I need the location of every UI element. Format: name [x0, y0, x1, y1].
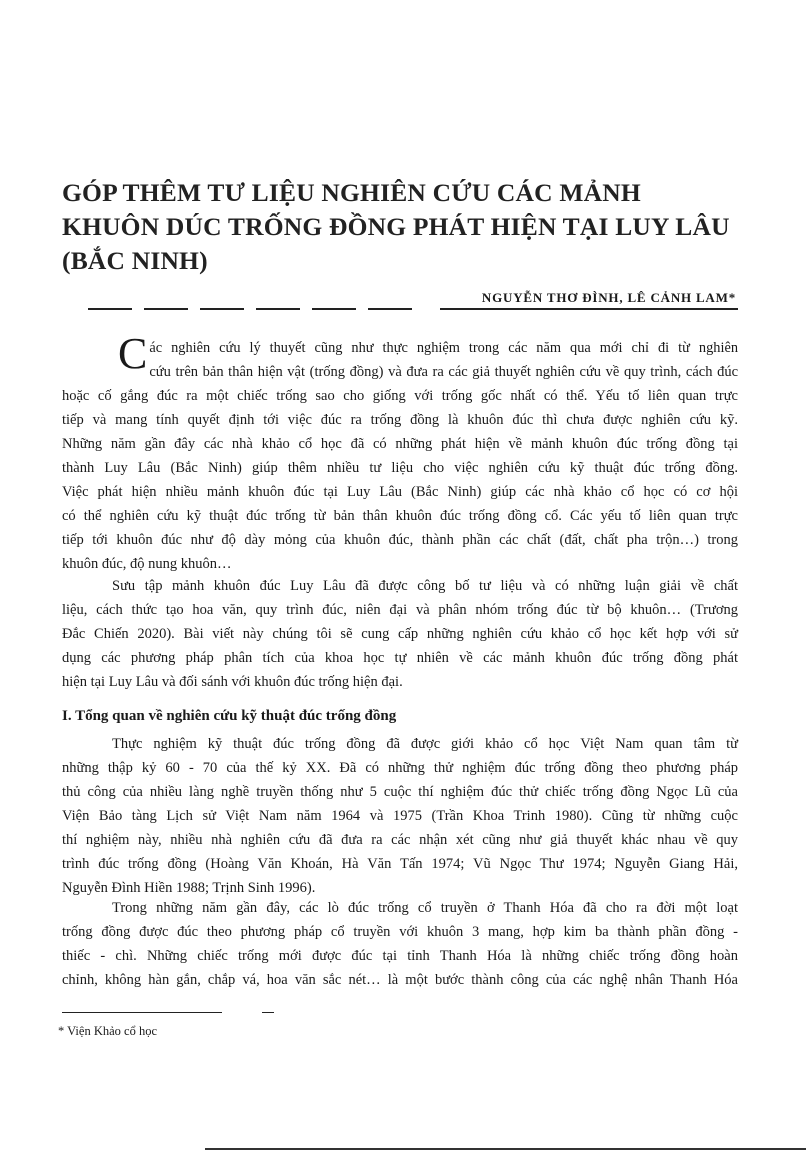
- text-line: tiếp và mang tính quyết định tới việc đúc ra trống đồng là khuôn đúc thì chưa được nghiên cứu kỹ.: [62, 412, 738, 428]
- footnote: * Viện Khảo cổ học: [58, 1024, 157, 1038]
- title-line-3: (BẮC NINH): [62, 246, 208, 275]
- text-line: những thập kỷ 60 - 70 của thế kỷ XX. Đã có những thử nghiệm đúc trống đồng theo phương pháp: [62, 760, 738, 776]
- text-line: thủ công của nhiều làng nghề truyền thống như 5 cuộc thí nghiệm đúc thử chiếc trống đồng Ngọc Lũ của: [62, 784, 738, 800]
- text-line: thí nghiệm này, nhiều nhà nghiên cứu đã đưa ra các nhận xét cũng như giả thuyết khác nhau về quy: [62, 832, 738, 848]
- scan-edge-line: [205, 1148, 806, 1150]
- drop-cap: C: [118, 329, 148, 378]
- text-line: liệu, cách thức tạo hoa văn, quy trình đúc, niên đại và phân nhóm trống đúc từ bộ khuôn… (Trương: [62, 602, 738, 618]
- paragraph-4: [62, 896, 738, 992]
- text-line: Đắc Chiến 2020). Bài viết này chúng tôi sẽ cung cấp những nghiên cứu khảo cổ học kết hợp với sử: [62, 626, 738, 642]
- author-rule: [440, 308, 738, 310]
- title-dash-rule: [88, 308, 418, 310]
- text-line: Nguyễn Đình Hiền 1988; Trịnh Sinh 1996).: [62, 880, 316, 896]
- text-line: thiếc - chì. Những chiếc trống mới được đúc tại tỉnh Thanh Hóa là những chiếc trống đồng hoàn: [62, 948, 738, 964]
- title-line-2: KHUÔN DÚC TRỐNG ĐỒNG PHÁT HIỆN TẠI LUY LÂU: [62, 212, 730, 241]
- text-line: tiếp tới khuôn đúc như độ dày mỏng của khuôn đúc, thành phần các chất (đất, chất pha trộn…) trong: [62, 532, 738, 548]
- text-line: có thể nghiên cứu kỹ thuật đúc trống từ bản thân khuôn đúc trống đồng cổ. Các yếu tố liên quan trực: [62, 508, 738, 524]
- article-title: [62, 176, 752, 278]
- text-line: Viện Bảo tàng Lịch sử Việt Nam năm 1964 và 1975 (Trần Khoa Trinh 1980). Cũng từ những cuộc: [62, 808, 738, 824]
- paragraph-2: [62, 574, 738, 694]
- text-line: Sưu tập mảnh khuôn đúc Luy Lâu đã được công bố tư liệu và có những luận giải về chất: [112, 578, 738, 594]
- title-line-1: GÓP THÊM TƯ LIỆU NGHIÊN CỨU CÁC MẢNH: [62, 178, 641, 207]
- text-line: hiện tại Luy Lâu và đối sánh với khuôn đúc trống hiện đại.: [62, 674, 403, 690]
- text-line: trống đồng được đúc theo phương pháp cổ truyền với khuôn 3 mang, hợp kim ba thành phần đồng -: [62, 924, 738, 940]
- section-heading: I. Tổng quan về nghiên cứu kỹ thuật đúc trống đồng: [62, 708, 397, 724]
- text-line: Việc phát hiện nhiều mảnh khuôn đúc tại Luy Lâu (Bắc Ninh) giúp các nhà khảo cổ học có cơ hội: [62, 484, 738, 500]
- text-line: hoặc cố gắng đúc ra một chiếc trống sao cho giống với trống gốc nhất có thể. Yếu tố liên quan trực: [62, 388, 738, 404]
- text-line: khuôn đúc, độ nung khuôn…: [62, 556, 232, 572]
- text-line: trình đúc trống đồng (Hoàng Văn Khoán, Hà Văn Tấn 1974; Vũ Ngọc Thư 1974; Nguyễn Giang Hải,: [62, 856, 738, 872]
- text-line: dụng các phương pháp phân tích của khoa học tự nhiên về các mảnh khuôn đúc trống đồng phát: [62, 650, 738, 666]
- text-line: chỉnh, không hàn gắn, chắp vá, hoa văn sắc nét… là một bước thành công của các nghệ nhân Thanh Hóa: [62, 972, 738, 988]
- text-line: thành Luy Lâu (Bắc Ninh) giúp thêm nhiều tư liệu cho việc nghiên cứu kỹ thuật đúc trống đồng.: [62, 460, 738, 476]
- authors: NGUYỄN THƠ ĐÌNH, LÊ CẢNH LAM*: [481, 290, 736, 305]
- text-line: Thực nghiệm kỹ thuật đúc trống đồng đã được giới khảo cổ học Việt Nam quan tâm từ: [112, 736, 738, 752]
- footnote-rule: [62, 1012, 222, 1013]
- text-line: cứu trên bản thân hiện vật (trống đồng) và đưa ra các giả thuyết nghiên cứu về quy trình, cách đúc: [149, 364, 738, 380]
- footnote-rule-mark: [262, 1012, 274, 1013]
- text-line: Những năm gần đây các nhà khảo cổ học đã có những phát hiện về mảnh khuôn đúc trống đồng tại: [62, 436, 738, 452]
- intro-paragraph: [62, 329, 738, 576]
- text-line: Trong những năm gần đây, các lò đúc trống cổ truyền ở Thanh Hóa đã cho ra đời một loạt: [112, 900, 738, 916]
- text-line: ác nghiên cứu lý thuyết cũng như thực nghiệm trong các năm qua mới chỉ đi từ nghiên: [149, 340, 738, 356]
- paragraph-3: [62, 732, 738, 900]
